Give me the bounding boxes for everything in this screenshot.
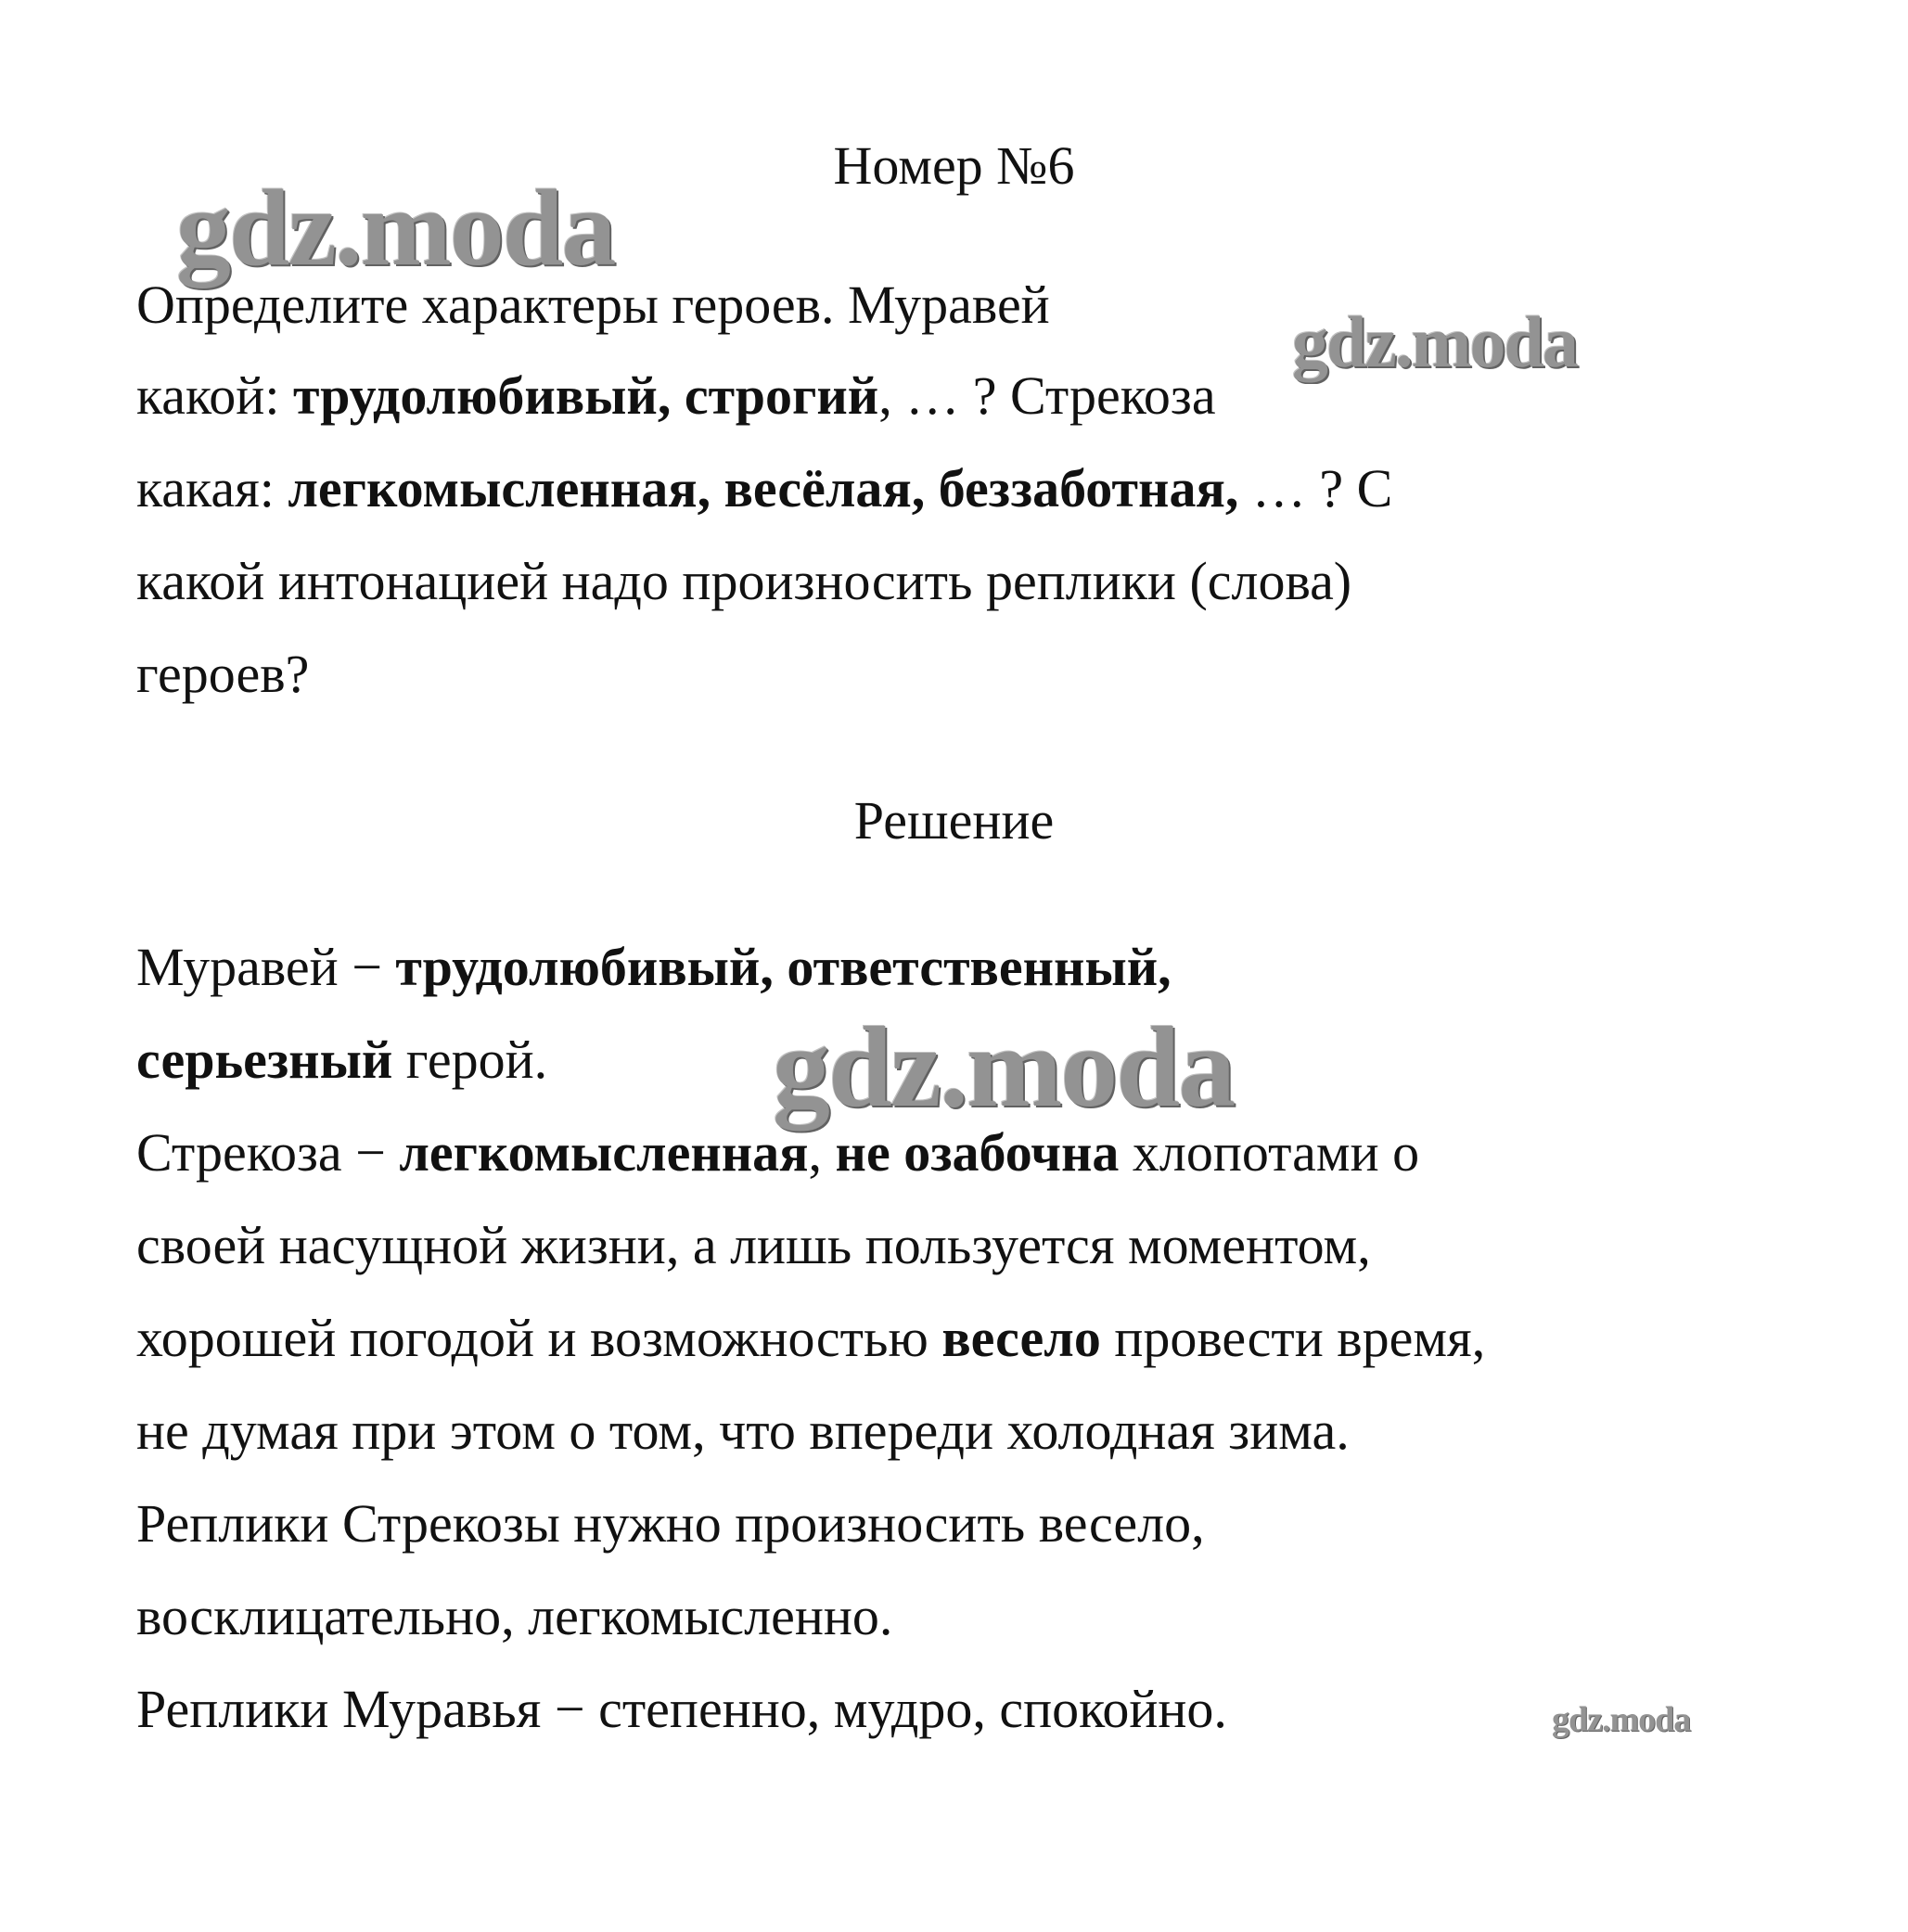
solution-line-3-text: Стрекоза − (136, 1122, 400, 1183)
solution-line-3 (136, 1122, 1419, 1184)
page-title: Номер №6 (833, 135, 1075, 196)
solution-line-5-tail: провести время, (1100, 1308, 1486, 1368)
ant-solution-bold: трудолюбивый, ответственный, (395, 937, 1172, 997)
not-concerned-bold: не озабочна (835, 1122, 1120, 1183)
task-line-2-tail: , … ? Стрекоза (878, 365, 1216, 426)
task-line-3-text: какая: (136, 458, 288, 518)
watermark-bottom-right: gdz.moda (1552, 1700, 1691, 1739)
serious-bold: серьезный (136, 1030, 393, 1090)
task-line-5: героев? (136, 644, 310, 704)
solution-line-2 (136, 1030, 547, 1091)
task-line-2 (136, 365, 1216, 427)
solution-line-5 (136, 1308, 1485, 1369)
solution-line-6: не думая при этом о том, что впереди холодная зима. (136, 1401, 1350, 1461)
ant-traits-bold: трудолюбивый, строгий (292, 365, 879, 426)
solution-line-7: Реплики Стрекозы нужно произносить весело, (136, 1493, 1205, 1554)
merrily-bold: весело (941, 1308, 1101, 1368)
solution-line-3-tail: хлопотами о (1119, 1122, 1420, 1183)
solution-heading: Решение (853, 790, 1055, 851)
solution-line-1-text: Муравей − (136, 937, 396, 997)
frivolous-bold: легкомысленная (399, 1122, 809, 1183)
solution-line-4: своей насущной жизни, а лишь пользуется моментом, (136, 1215, 1371, 1275)
dragonfly-traits-bold: легкомысленная, весёлая, беззаботная, (288, 458, 1239, 518)
task-line-1: Определите характеры героев. Муравей (136, 275, 1050, 335)
solution-line-3-comma: , (808, 1122, 836, 1183)
solution-line-9: Реплики Муравья − степенно, мудро, спокойно. (136, 1679, 1227, 1739)
solution-line-1 (136, 937, 1172, 998)
solution-line-2-tail: герой. (392, 1030, 548, 1090)
watermark-middle: gdz.moda (773, 1004, 1235, 1131)
solution-line-5-text: хорошей погодой и возможностью (136, 1308, 942, 1368)
task-line-3 (136, 458, 1392, 519)
watermark-top-left: gdz.moda (176, 167, 615, 288)
watermark-top-right: gdz.moda (1292, 301, 1577, 382)
task-line-4: какой интонацией надо произносить реплики (слова) (136, 551, 1352, 611)
solution-line-8: восклицательно, легкомысленно. (136, 1586, 893, 1646)
task-line-2-text: какой: (136, 365, 293, 426)
task-line-3-tail: … ? С (1238, 458, 1393, 518)
